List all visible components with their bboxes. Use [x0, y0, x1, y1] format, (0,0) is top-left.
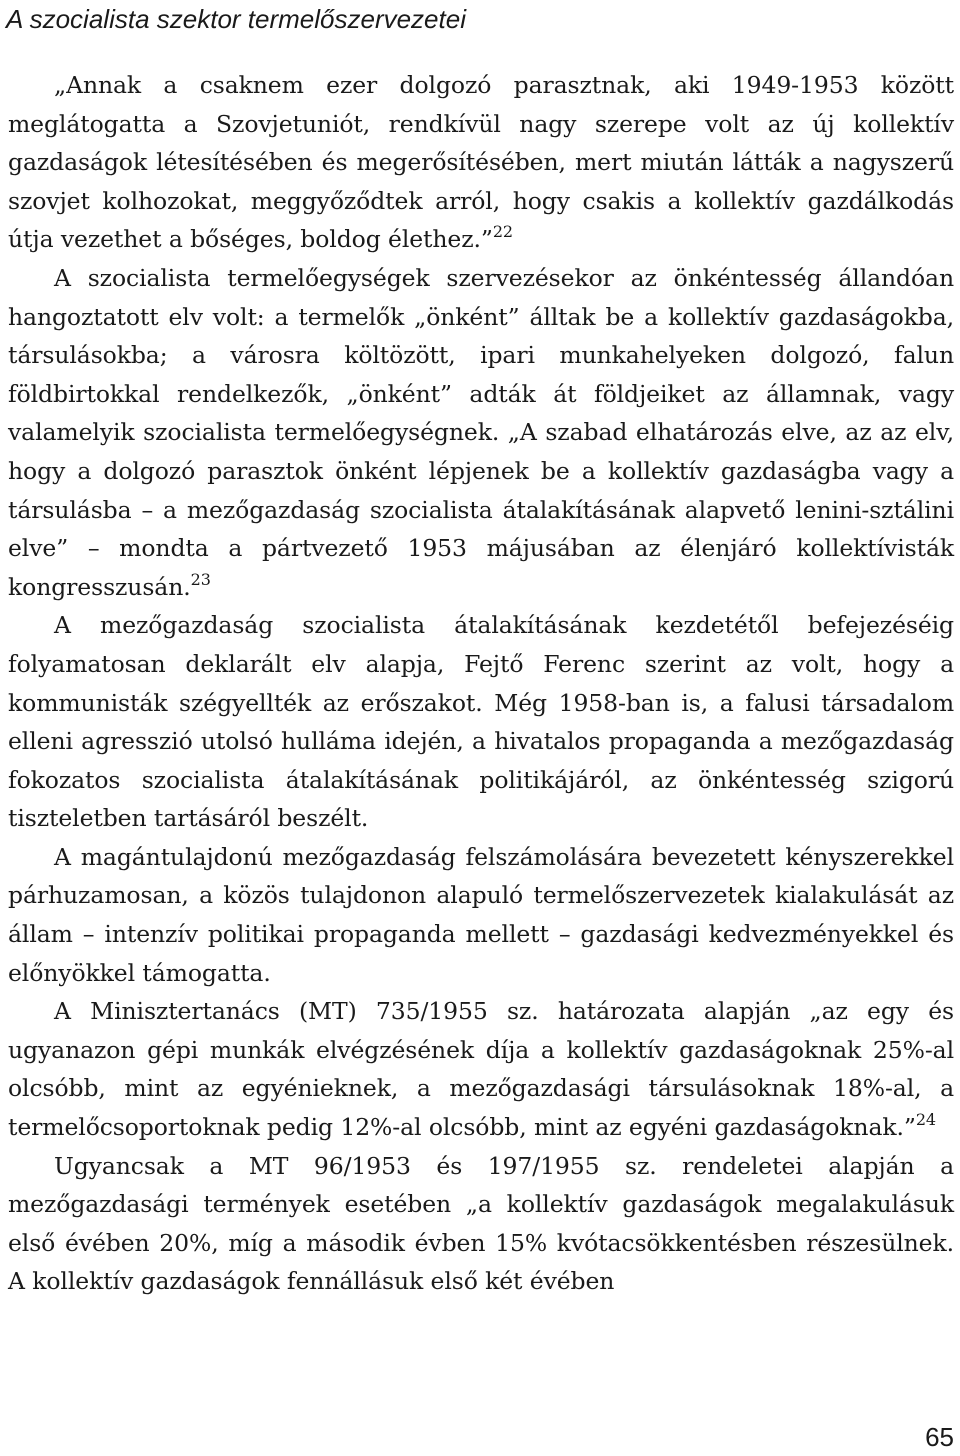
paragraph-text: A Minisztertanács (MT) 735/1955 sz. határozata alapján „az egy és ugyanazon gépi munkák elvégzésének díja a kollektív gazdaságoknak 25%-al olcsóbb, mint az egyénieknek, a mezőgazdasági társulásoknak 18%-al, a termelőcsoportoknak pedig 12%-al olcsóbb, mint az egyéni gazdaságoknak.” — [8, 997, 954, 1142]
footnote-ref-24[interactable]: 24 — [915, 1110, 936, 1130]
paragraph-6-quota — [8, 1147, 954, 1301]
paragraph-text: „Annak a csaknem ezer dolgozó parasztnak, aki 1949-1953 között meglátogatta a Szovjetuniót, rendkívül nagy szerepe volt az új kollektív gazdaságok létesítésében és megerősítésében, mert miután látták a nagyszerű szovjet kolhozokat, meggyőződtek arról, hogy csakis a kollektív gazdálkodás útja vezethet a bőséges, boldog élethez.” — [8, 71, 954, 254]
paragraph-2-voluntarism — [8, 259, 954, 606]
paragraph-text: A magántulajdonú mezőgazdaság felszámolására bevezetett kényszerekkel párhuzamosan, a közös tulajdonon alapuló termelőszervezetek kialakulását az állam – intenzív politikai propaganda mellett – gazdasági kedvezményekkel és előnyökkel támogatta. — [8, 842, 954, 987]
paragraph-5-council-decree — [8, 992, 954, 1146]
body-text — [8, 66, 954, 1301]
paragraph-text: A szocialista termelőegységek szervezésekor az önkéntesség állandóan hangoztatott elv volt: a termelők „önként” álltak be a kollektív gazdaságokba, társulásokba; a városra költözött, ipari munkahelyeken dolgozó, falun földbirtokkal rendelkezők, „önként” adták át földjeiket az államnak, vagy valamelyik szocialista termelőegységnek. „A szabad elhatározás elve, az az elv, hogy a dolgozó parasztok önként lépjenek be a kollektív gazdaságba vagy a társulásba – a mezőgazdaság szocialista átalakításának alapvető lenini-sztálini elve” – mondta a pártvezető 1953 májusában az élenjáró kollektívisták kongresszusán. — [8, 263, 954, 601]
paragraph-4-state-support — [8, 838, 954, 992]
paragraph-text: A mezőgazdaság szocialista átalakításának kezdetétől befejezéséig folyamatosan deklarált elv alapja, Fejtő Ferenc szerint az volt, hogy a kommunisták szégyellték az erőszakot. Még 1958-ban is, a falusi társadalom elleni agresszió utolsó hulláma idején, a hivatalos propaganda a mezőgazdaság fokozatos szocialista átalakításának politikájáról, az önkéntesség szigorú tiszteletben tartásáról beszélt. — [8, 611, 954, 833]
paragraph-1-quote — [8, 66, 954, 259]
footnote-ref-22[interactable]: 22 — [492, 222, 513, 242]
paragraph-text: Ugyancsak a MT 96/1953 és 197/1955 sz. rendeletei alapján a mezőgazdasági termények esetében „a kollektív gazdaságok megalakulásuk első évében 20%, míg a második évben 15% kvótacsökkentésben részesülnek. A kollektív gazdaságok fennállásuk első két évében — [8, 1151, 954, 1296]
paragraph-3-fejto — [8, 606, 954, 838]
footnote-ref-23[interactable]: 23 — [190, 569, 211, 589]
running-head-title: A szocialista szektor termelőszervezetei — [6, 4, 466, 34]
page-number: 65 — [925, 1422, 954, 1452]
